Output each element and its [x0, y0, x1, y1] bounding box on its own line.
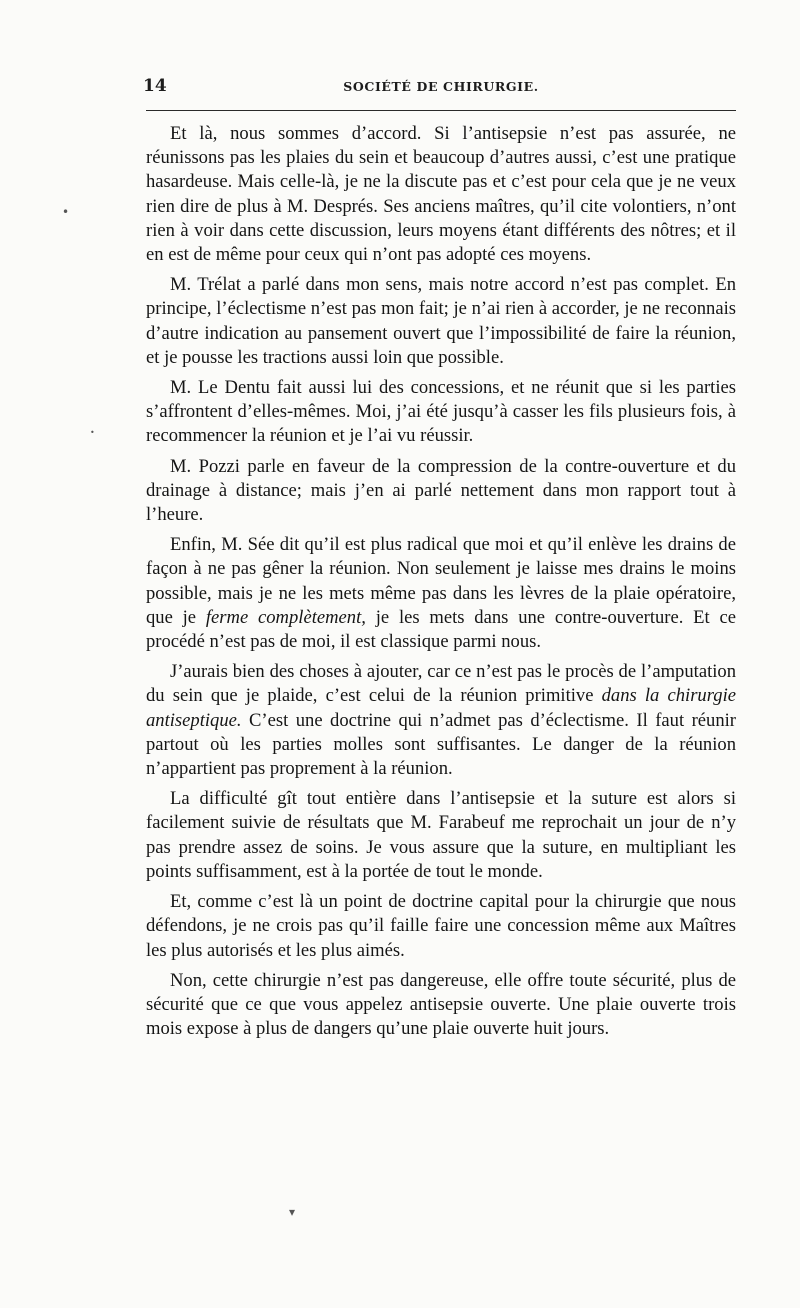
- paragraph: J’aurais bien des choses à ajouter, car ce n’est pas le procès de l’amputation du sein que je plaide, c’est celui de la réunion primitive dans la chirurgie antiseptique. C’est une doctrine qui n’admet pas d’éclectisme. Il faut réunir partout où les parties molles sont suffisantes. Le danger de la réunion n’appartient pas proprement à la réunion.: [146, 661, 736, 780]
- paragraph: Enfin, M. Sée dit qu’il est plus radical que moi et qu’il enlève les drains de façon à ne pas gêner la réunion. Non seulement je laisse mes drains le moins possible, mais je ne les mets même pas dans les lèvres de la plaie opératoire, que je ferme complètement, je les mets dans une contre-ouverture. Et ce procédé n’est pas de moi, il est classique parmi nous.: [146, 534, 737, 653]
- paragraph: Et, comme c’est là un point de doctrine capital pour la chirurgie que nous défendons, je ne crois pas qu’il faille faire une concession même aux Maîtres les plus autorisés et les plus aimés.: [146, 891, 736, 961]
- page-number: 14: [143, 76, 167, 96]
- paragraph: Et là, nous sommes d’accord. Si l’antisepsie n’est pas assurée, ne réunissons pas les plaies du sein et beaucoup d’autres aussi, c’est une pratique hasardeuse. Mais celle-là, je ne la discute pas et c’est pour cela que je ne veux rien dire de plus à M. Després. Ses anciens maîtres, qu’il cite volontiers, n’ont rien à voir dans cette discussion, leurs moyens étant différents des nôtres; et il en est de même pour ceux qui n’ont pas adopté ces moyens.: [146, 123, 736, 266]
- header-rule: [146, 110, 736, 111]
- paragraph: M. Trélat a parlé dans mon sens, mais notre accord n’est pas complet. En principe, l’éclectisme n’est pas mon fait; je n’ai rien à accorder, je ne reconnais d’autre indication au pansement ouvert que l’impossibilité de faire la réunion, et je pousse les tractions aussi loin que possible.: [146, 274, 736, 368]
- margin-speck: •: [90, 428, 95, 437]
- paragraph: M. Pozzi parle en faveur de la compression de la contre-ouverture et du drainage à distance; mais j’en ai parlé nettement dans mon rapport tout à l’heure.: [146, 455, 736, 526]
- running-head: [143, 76, 739, 100]
- paragraph: La difficulté gît tout entière dans l’antisepsie et la suture est alors si facilement suivie de résultats que M. Farabeuf me reprochait un jour de n’y pas prendre assez de soins. Je vous assure que la suture, en multipliant les points suffisamment, est à la portée de tout le monde.: [146, 788, 736, 882]
- running-head-title: SOCIÉTÉ DE CHIRURGIE.: [343, 79, 539, 94]
- margin-speck: •: [62, 205, 70, 219]
- paragraph: M. Le Dentu fait aussi lui des concessions, et ne réunit que si les parties s’affrontent d’elles-mêmes. Moi, j’ai été jusqu’à casser les fils plusieurs fois, à recommencer la réunion et je l’ai vu réussir.: [146, 377, 736, 447]
- paragraph: Non, cette chirurgie n’est pas dangereuse, elle offre toute sécurité, plus de sécurité que ce que vous appelez antisepsie ouverte. Une plaie ouverte trois mois expose à plus de dangers qu’une plaie ouverte huit jours.: [146, 969, 736, 1040]
- ink-speck: ▾: [289, 1205, 296, 1219]
- body-text: [146, 122, 736, 1047]
